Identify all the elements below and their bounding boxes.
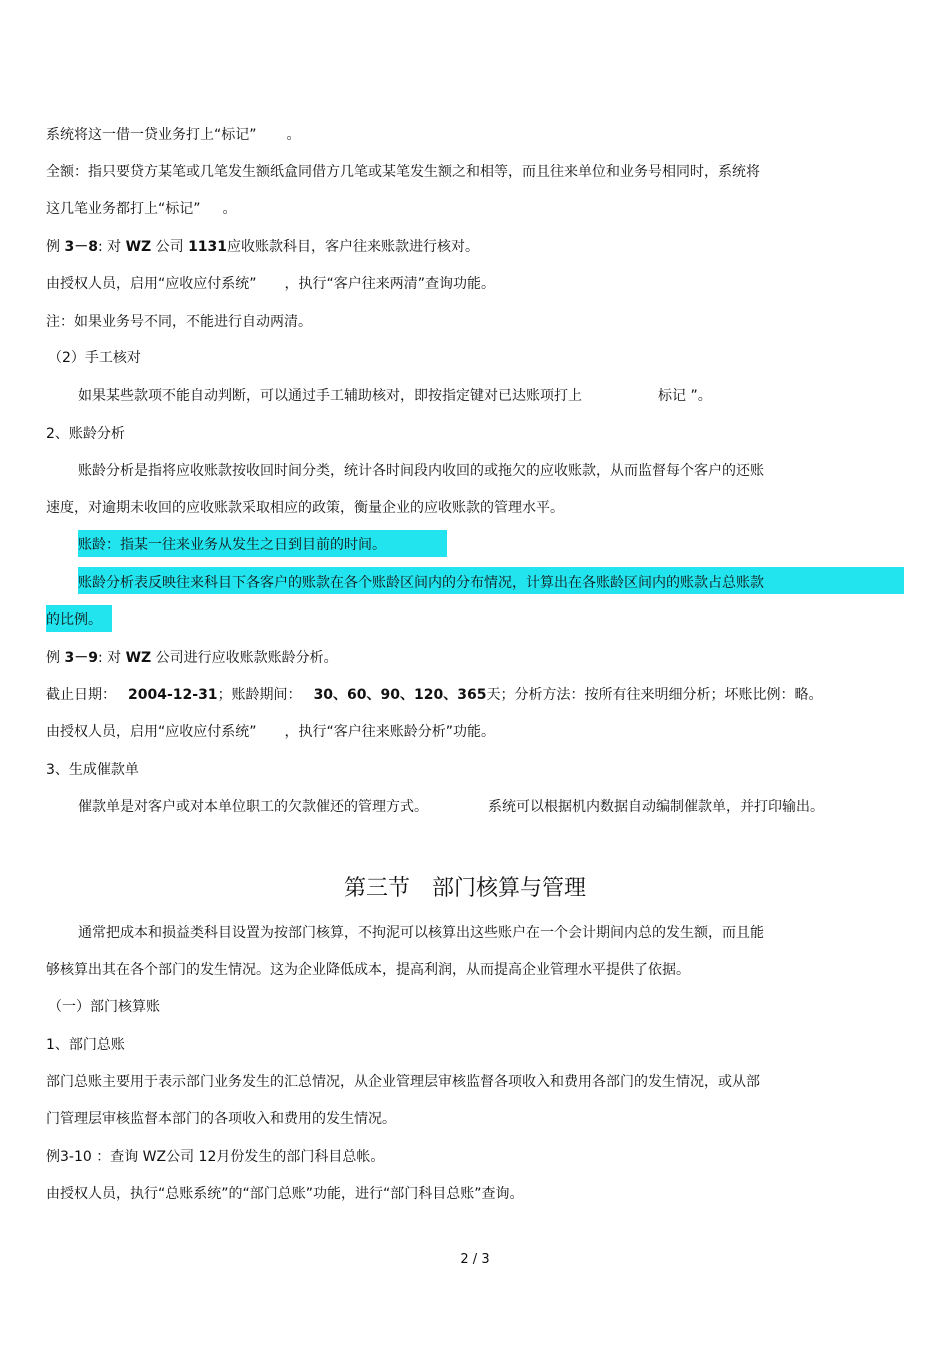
text-line: 够核算出其在各个部门的发生情况。这为企业降低成本，提高利润，从而提高企业管理水平提供了依据。	[46, 962, 690, 978]
account-code: 1131	[188, 239, 228, 255]
text-line: 由授权人员，执行“总账系统”的“部门总账”功能，进行“部门科目总账”查询。	[46, 1186, 524, 1202]
text-segment: 截止日期：	[46, 687, 116, 703]
section-heading: 2、账龄分析	[46, 426, 125, 442]
text-segment: 标记 ”。	[658, 388, 712, 404]
company-code: WZ	[125, 650, 152, 666]
text-segment: 催款单是对客户或对本单位职工的欠款催还的管理方式。	[78, 799, 428, 815]
text-segment: 由授权人员，启用“应收应付系统”	[46, 276, 257, 292]
text-line: 通常把成本和损益类科目设置为按部门核算，不拘泥可以核算出这些账户在一个会计期间内总的发生额，而且能	[78, 925, 764, 941]
text-line	[46, 722, 495, 742]
highlighted-text: 账龄分析表反映往来科目下各客户的账款在各个账龄区间内的分布情况，计算出在各账龄区间内的账款占总账款	[78, 575, 764, 591]
text-segment: 系统可以根据机内数据自动编制催款单，并打印输出。	[488, 799, 824, 815]
example-number: 3－9	[64, 650, 98, 666]
page-title: 第三节 部门核算与管理	[343, 876, 586, 901]
text-segment: 。	[286, 127, 301, 143]
cutoff-date: 2004-12-31	[128, 687, 218, 703]
text-line: 速度，对逾期未收回的应收账款采取相应的政策，衡量企业的应收账款的管理水平。	[46, 500, 564, 516]
text-line	[46, 648, 338, 668]
text-segment: 公司	[151, 239, 189, 255]
text-segment: 公司进行应收账款账龄分析。	[151, 650, 338, 666]
highlighted-text: 的比例。	[46, 612, 102, 628]
section-heading: 3、生成催款单	[46, 762, 139, 778]
company-code: WZ	[125, 239, 152, 255]
text-line	[46, 199, 237, 219]
text-line: 注：如果业务号不同，不能进行自动两清。	[46, 314, 312, 330]
text-line: 账龄分析是指将应收账款按收回时间分类，统计各时间段内收回的或拖欠的应收账款，从而监督每个客户的还账	[78, 463, 764, 479]
example-number: 3－8	[64, 239, 98, 255]
aging-periods: 30、60、90、120、365	[313, 687, 487, 703]
highlighted-text: 账龄：指某一往来业务从发生之日到目前的时间。	[78, 537, 386, 553]
text-line	[46, 237, 479, 257]
text-segment: : 对	[97, 650, 126, 666]
text-segment: 由授权人员，启用“应收应付系统”	[46, 724, 257, 740]
section-heading: （一）部门核算账	[48, 999, 160, 1015]
text-line	[46, 685, 822, 705]
text-segment: 天；分析方法：按所有往来明细分析；坏账比例：略。	[486, 687, 823, 703]
text-segment: 如果某些款项不能自动判断，可以通过手工辅助核对，即按指定键对已达账项打上	[78, 388, 582, 404]
text-segment: ；账龄期间：	[217, 687, 302, 703]
page-number: 2 / 3	[460, 1252, 490, 1267]
text-line: 全额：指只要贷方某笔或几笔发生额纸盒同借方几笔或某笔发生额之和相等，而且往来单位和业务号相同时，系统将	[46, 164, 760, 180]
text-line	[46, 125, 301, 145]
text-line	[78, 386, 712, 406]
text-line: 例3-10 ：查询 WZ公司 12月份发生的部门科目总帐。	[46, 1149, 385, 1165]
text-segment: : 对	[97, 239, 126, 255]
text-line	[46, 274, 495, 294]
text-segment: 这几笔业务都打上“标记”	[46, 201, 201, 217]
text-segment: 例	[46, 650, 65, 666]
text-line: 部门总账主要用于表示部门业务发生的汇总情况，从企业管理层审核监督各项收入和费用各部门的发生情况，或从部	[46, 1074, 760, 1090]
section-heading: （2）手工核对	[48, 350, 141, 366]
text-segment: ，执行“客户往来账龄分析”功能。	[284, 724, 496, 740]
text-segment: ，执行“客户往来两清”查询功能。	[284, 276, 496, 292]
text-line	[78, 797, 824, 817]
text-segment: 例	[46, 239, 65, 255]
text-segment: 应收账款科目，客户往来账款进行核对。	[227, 239, 480, 255]
text-segment: 。	[222, 201, 237, 217]
text-line: 门管理层审核监督本部门的各项收入和费用的发生情况。	[46, 1111, 396, 1127]
text-segment: 系统将这一借一贷业务打上“标记”	[46, 127, 257, 143]
section-heading: 1、部门总账	[46, 1037, 125, 1053]
